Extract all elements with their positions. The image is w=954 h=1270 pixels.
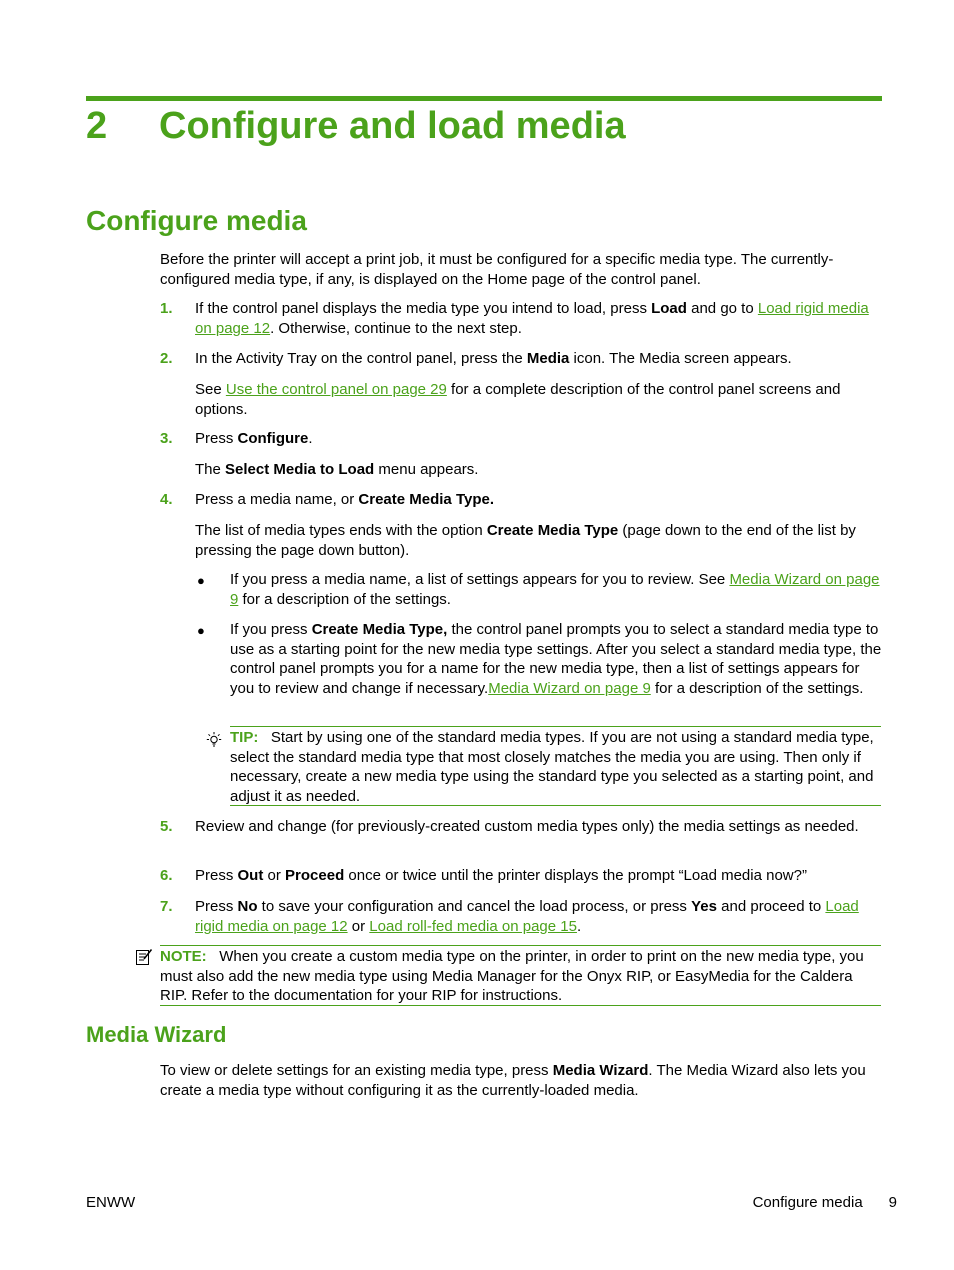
section-heading-configure-media: Configure media [86, 205, 307, 236]
tip-text: TIP: Start by using one of the standard media types. If you are not using a standard media type, select the standard media type that most closely matches the media you are using. Then only if necessary, create a new media type using the standard type you selected as a starting point, and adjust it as needed. [230, 729, 874, 805]
intro-paragraph: Before the printer will accept a print job, it must be configured for a specific media type. The currently-configured media type, if any, is displayed on the Home page of the control panel. [160, 251, 834, 288]
step-number: 6. [160, 867, 173, 884]
step-number: 7. [160, 898, 173, 915]
media-wizard-paragraph: To view or delete settings for an existing media type, press Media Wizard. The Media Wizard also lets you create a media type without configuring it as the currently-loaded media. [160, 1062, 866, 1099]
note-text: NOTE: When you create a custom media type on the printer, in order to print on the new media type, you must also add the new media type using Media Manager for the Onyx RIP, or EasyMedia for the Caldera RIP. Refer to the documentation for your RIP for instructions. [160, 948, 864, 1004]
step-number: 3. [160, 430, 173, 447]
link-media-wizard[interactable]: Media Wizard on page 9 [488, 679, 651, 697]
step-5-text: Review and change (for previously-created custom media types only) the media settings as needed. [195, 818, 859, 835]
tip-label: TIP: [230, 729, 259, 746]
bullet-dot: ● [197, 573, 205, 588]
chapter-title-text: Configure and load media [159, 105, 626, 147]
step-6-text: Press Out or Proceed once or twice until the printer displays the prompt “Load media now?” [195, 867, 807, 884]
step-2-subtext: See Use the control panel on page 29 for a complete description of the control panel screens and options. [195, 381, 841, 418]
link-use-control-panel[interactable]: Use the control panel on page 29 [225, 381, 447, 398]
bullet-2-text: If you press Create Media Type, the control panel prompts you to select a standard media type to use as a starting point for the new media type settings. After you select a standard media type, the control panel prompts you for a name for the new media type, then a list of settings appears for you to review and change if necessary.Media Wizard on page 9 for a description of the settings. [230, 621, 882, 697]
step-4-text: Press a media name, or Create Media Type. [195, 491, 495, 508]
step-7-text: Press No to save your configuration and cancel the load process, or press Yes and proceed to Load rigid media on page 12 or Load roll-fed media on page 15. [195, 898, 859, 935]
step-number: 4. [160, 491, 173, 508]
link-load-rigid-media[interactable]: Load rigid media on page 12 [195, 898, 859, 935]
step-3-subtext: The Select Media to Load menu appears. [195, 461, 479, 478]
step-2-text: In the Activity Tray on the control panel, press the Media icon. The Media screen appears. [195, 350, 792, 367]
step-3-text: Press Configure. [195, 430, 313, 447]
footer-label: ENWW [86, 1194, 136, 1211]
step-number: 1. [160, 300, 173, 317]
page-number: 9 [888, 1194, 897, 1211]
chapter-number: 2 [86, 105, 108, 147]
bullet-1-text: If you press a media name, a list of settings appears for you to review. See Media Wizard on page 9 for a description of the settings. [230, 571, 880, 608]
link-load-roll-fed-media[interactable]: Load roll-fed media on page 15 [369, 917, 577, 935]
note-label: NOTE: [160, 948, 207, 965]
lightbulb-icon [206, 731, 222, 747]
step-4-subtext: The list of media types ends with the option Create Media Type (page down to the end of the list by pressing the page down button). [195, 522, 856, 559]
note-pad-icon [135, 948, 153, 966]
chapter-title [86, 100, 626, 152]
step-number: 5. [160, 818, 173, 835]
bullet-dot: ● [197, 623, 205, 638]
step-number: 2. [160, 350, 173, 367]
step-1-text: If the control panel displays the media type you intend to load, press Load and go to Load rigid media on page 12. Otherwise, continue to the next step. [195, 300, 869, 337]
link-load-rigid-media[interactable]: Load rigid media on page 12 [195, 300, 869, 337]
footer-section [753, 1193, 897, 1213]
link-media-wizard[interactable]: Media Wizard on page 9 [230, 571, 880, 608]
footer-section-title: Configure media [752, 1194, 863, 1211]
section-heading-media-wizard: Media Wizard [86, 1022, 227, 1047]
